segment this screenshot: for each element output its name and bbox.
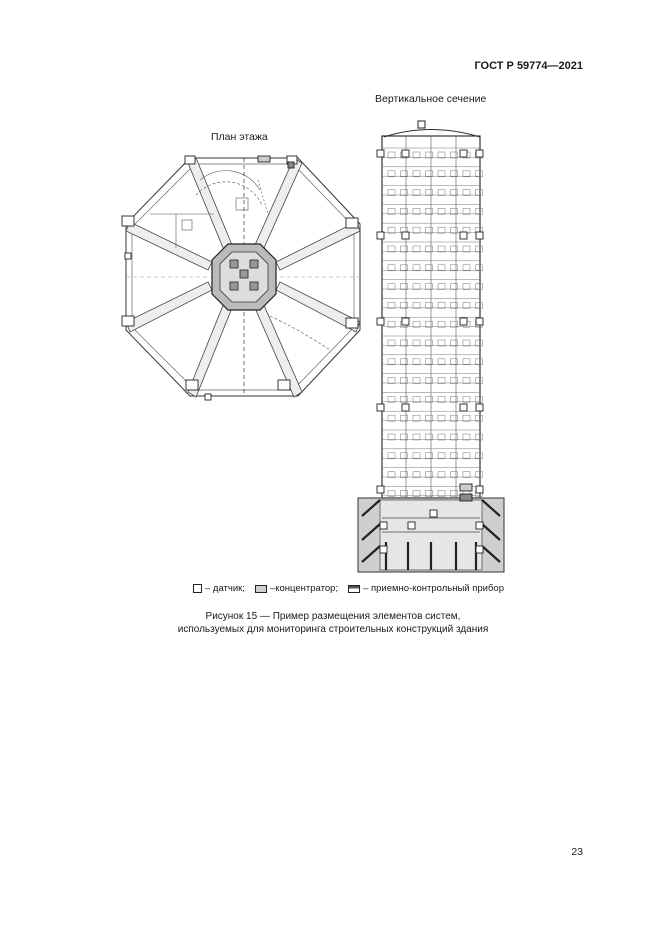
standard-id: ГОСТ Р 59774—2021: [474, 60, 583, 72]
section-window: [426, 321, 433, 327]
section-window: [438, 359, 445, 365]
section-window: [451, 378, 458, 384]
section-window: [401, 359, 408, 365]
section-window: [463, 434, 470, 440]
section-window: [476, 246, 483, 252]
section-window: [413, 340, 420, 346]
section-window: [438, 246, 445, 252]
section-window: [413, 227, 420, 233]
section-window: [426, 490, 433, 496]
section-window: [451, 472, 458, 478]
section-window: [476, 434, 483, 440]
device-legend-icon: [348, 585, 360, 593]
plan-title: План этажа: [211, 131, 268, 143]
section-window: [451, 227, 458, 233]
section-window: [451, 284, 458, 290]
section-window: [426, 340, 433, 346]
section-window: [451, 396, 458, 402]
section-window: [463, 171, 470, 177]
section-window: [401, 378, 408, 384]
section-window: [426, 227, 433, 233]
section-window: [463, 246, 470, 252]
section-window: [426, 453, 433, 459]
section-window: [401, 396, 408, 402]
section-window: [438, 340, 445, 346]
concentrator-legend-icon: [255, 585, 267, 593]
section-window: [451, 265, 458, 271]
section-window: [426, 246, 433, 252]
section-window: [401, 434, 408, 440]
section-drawing: [358, 121, 504, 572]
section-window: [426, 434, 433, 440]
section-window: [413, 302, 420, 308]
section-window: [438, 415, 445, 421]
section-window: [413, 453, 420, 459]
section-window: [476, 208, 483, 214]
section-window: [476, 396, 483, 402]
section-window: [388, 246, 395, 252]
section-window: [438, 227, 445, 233]
section-window: [451, 321, 458, 327]
legend-device: – приемно-контрольный прибор: [363, 583, 504, 594]
section-window: [401, 171, 408, 177]
caption-line-1: Рисунок 15 — Пример размещения элементов систем,: [205, 611, 461, 622]
section-window: [388, 227, 395, 233]
section-window: [476, 378, 483, 384]
section-window: [451, 415, 458, 421]
section-window: [451, 208, 458, 214]
section-window: [388, 321, 395, 327]
section-window: [438, 284, 445, 290]
section-window: [413, 472, 420, 478]
section-window: [463, 453, 470, 459]
section-window: [401, 265, 408, 271]
section-window: [388, 208, 395, 214]
section-window: [438, 472, 445, 478]
section-window: [401, 246, 408, 252]
section-window: [426, 359, 433, 365]
section-window: [438, 434, 445, 440]
section-window: [463, 340, 470, 346]
section-window: [463, 378, 470, 384]
section-window: [401, 302, 408, 308]
section-window: [413, 490, 420, 496]
section-window: [413, 246, 420, 252]
section-window: [451, 340, 458, 346]
section-window: [451, 302, 458, 308]
figure-legend: [193, 583, 504, 594]
section-window: [463, 415, 470, 421]
section-window: [426, 265, 433, 271]
section-window: [438, 453, 445, 459]
section-window: [463, 190, 470, 196]
section-window: [401, 415, 408, 421]
section-window: [476, 171, 483, 177]
section-window: [388, 284, 395, 290]
legend-sensor: – датчик;: [205, 583, 245, 594]
section-window: [388, 378, 395, 384]
section-window: [388, 340, 395, 346]
section-window: [401, 190, 408, 196]
section-window: [451, 434, 458, 440]
section-window: [463, 302, 470, 308]
section-window: [476, 359, 483, 365]
section-window: [426, 415, 433, 421]
floor-plan-drawing: [122, 156, 360, 400]
section-window: [388, 190, 395, 196]
section-window: [463, 396, 470, 402]
section-window: [463, 284, 470, 290]
section-window: [463, 208, 470, 214]
caption-line-2: используемых для мониторинга строительных конструкций здания: [177, 624, 489, 635]
section-window: [426, 190, 433, 196]
section-window: [413, 171, 420, 177]
section-window: [388, 359, 395, 365]
section-window: [451, 190, 458, 196]
section-window: [413, 359, 420, 365]
section-window: [451, 490, 458, 496]
section-window: [426, 284, 433, 290]
section-window: [388, 434, 395, 440]
section-window: [426, 378, 433, 384]
section-window: [388, 396, 395, 402]
section-window: [426, 302, 433, 308]
section-window: [388, 171, 395, 177]
section-window: [426, 396, 433, 402]
section-window: [413, 208, 420, 214]
section-window: [438, 302, 445, 308]
section-window: [426, 171, 433, 177]
section-window: [401, 284, 408, 290]
section-window: [476, 302, 483, 308]
section-window: [388, 152, 395, 158]
section-window: [388, 302, 395, 308]
section-window: [438, 396, 445, 402]
section-window: [413, 396, 420, 402]
section-window: [401, 340, 408, 346]
section-window: [388, 265, 395, 271]
legend-concentrator: –концентратор;: [269, 583, 339, 594]
section-window: [426, 472, 433, 478]
section-window: [451, 246, 458, 252]
section-window: [388, 453, 395, 459]
section-window: [413, 265, 420, 271]
section-window: [388, 472, 395, 478]
section-window: [463, 265, 470, 271]
section-window: [476, 190, 483, 196]
section-window: [413, 378, 420, 384]
section-window: [451, 171, 458, 177]
section-window: [401, 472, 408, 478]
section-window: [413, 434, 420, 440]
section-window: [413, 152, 420, 158]
section-window: [476, 265, 483, 271]
section-window: [476, 415, 483, 421]
section-window: [451, 359, 458, 365]
section-window: [438, 208, 445, 214]
page-number: 23: [571, 846, 583, 858]
section-window: [426, 152, 433, 158]
section-window: [438, 171, 445, 177]
section-title: Вертикальное сечение: [375, 93, 487, 105]
section-window: [476, 340, 483, 346]
section-window: [413, 190, 420, 196]
section-window: [463, 472, 470, 478]
section-window: [451, 453, 458, 459]
section-window: [413, 321, 420, 327]
section-window: [476, 472, 483, 478]
figure-caption: [0, 610, 661, 636]
section-window: [438, 190, 445, 196]
section-window: [476, 453, 483, 459]
section-window: [388, 490, 395, 496]
section-window: [401, 490, 408, 496]
section-sensors: [377, 150, 483, 553]
section-window: [438, 321, 445, 327]
section-window: [476, 284, 483, 290]
section-window: [426, 208, 433, 214]
section-window: [463, 359, 470, 365]
section-window: [438, 490, 445, 496]
section-window: [413, 415, 420, 421]
section-window: [438, 378, 445, 384]
section-window: [388, 415, 395, 421]
sensor-legend-icon: [193, 584, 202, 593]
section-window: [401, 453, 408, 459]
section-window: [451, 152, 458, 158]
section-window: [438, 152, 445, 158]
section-window: [438, 265, 445, 271]
section-window: [413, 284, 420, 290]
section-window: [401, 208, 408, 214]
